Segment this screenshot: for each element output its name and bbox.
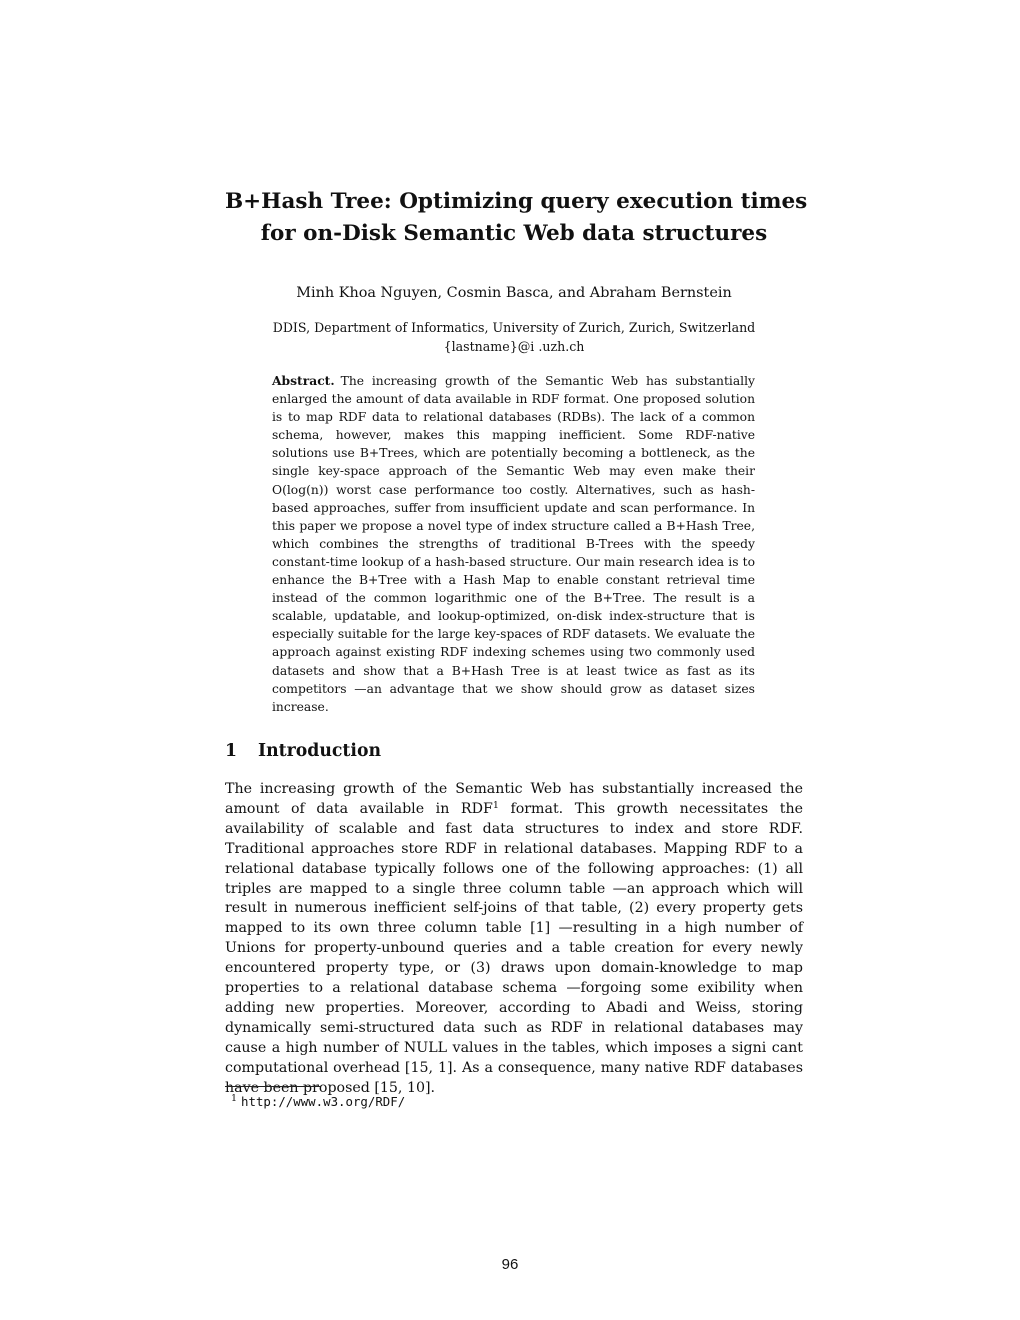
title-line-1: B+Hash Tree: Optimizing query execution times xyxy=(225,189,808,214)
paragraph-text-start: The increasing growth of the Semantic Web has substantially increased the amount of data available in RDF xyxy=(225,781,803,817)
page-number: 96 xyxy=(501,1256,519,1273)
section-title: Introduction xyxy=(258,741,382,761)
email: {lastname}@i .uzh.ch xyxy=(443,339,585,354)
section-heading xyxy=(225,740,381,762)
introduction-paragraph xyxy=(225,780,803,1099)
title-line-2: for on-Disk Semantic Web data structures xyxy=(260,221,768,246)
section-number: 1 xyxy=(225,741,238,761)
affiliation-block xyxy=(225,318,803,356)
footnote-reference[interactable]: 1 xyxy=(492,799,499,811)
author-list: Minh Khoa Nguyen, Cosmin Basca, and Abraham Bernstein xyxy=(296,285,732,301)
footnote-mark: 1 xyxy=(231,1093,238,1104)
abstract-text: The increasing growth of the Semantic Web has substantially enlarged the amount of data available in RDF format. One proposed solution is to map RDF data to relational databases (RDBs). The lack of a common schema, however, makes this mapping inefficient. Some RDF-native solutions use B+Trees, which are potentially becoming a bottleneck, as the single key-space approach of the Semantic Web may even make their O(log(n)) worst case performance too costly. Alternatives, such as hash-based approaches, suffer from insufficient update and scan performance. In this paper we propose a novel type of index structure called a B+Hash Tree, which combines the strengths of traditional B-Trees with the speedy constant-time lookup of a hash-based structure. Our main research idea is to enhance the B+Tree with a Hash Map to enable constant retrieval time instead of the common logarithmic one of the B+Tree. The result is a scalable, updatable, and lookup-optimized, on-disk index-structure that is especially suitable for the large key-spaces of RDF datasets. We evaluate the approach against existing RDF indexing schemes using two commonly used datasets and show that a B+Hash Tree is at least twice as fast as its competitors —an advantage that we show should grow as dataset sizes increase. xyxy=(272,374,755,714)
footnote-divider xyxy=(225,1086,320,1087)
paper-title xyxy=(225,186,808,250)
affiliation: DDIS, Department of Informatics, University of Zurich, Zurich, Switzerland xyxy=(272,320,756,335)
footnote-url[interactable]: http://www.w3.org/RDF/ xyxy=(241,1094,406,1109)
abstract xyxy=(272,372,755,716)
footnote xyxy=(231,1093,405,1111)
paragraph-text-rest: format. This growth necessitates the availability of scalable and fast data structures to index and store RDF. Traditional approaches store RDF in relational databases. Mapping RDF to a relational database typically follows one of the following approaches: (1) all triples are mapped to a single three column table —an approach which will result in numerous inefficient self-joins of that table, (2) every property gets mapped to its own three column table [1] —resulting in a high number of Unions for property-unbound queries and a table creation for every newly encountered property type, or (3) draws upon domain-knowledge to map properties to a relational database schema —forgoing some exibility when adding new properties. Moreover, according to Abadi and Weiss, storing dynamically semi-structured data such as RDF in relational databases may cause a high number of NULL values in the tables, which imposes a signi cant computational overhead [15, 1]. As a consequence, many native RDF databases have been proposed [15, 10]. xyxy=(225,800,803,1096)
abstract-label: Abstract. xyxy=(272,373,335,388)
